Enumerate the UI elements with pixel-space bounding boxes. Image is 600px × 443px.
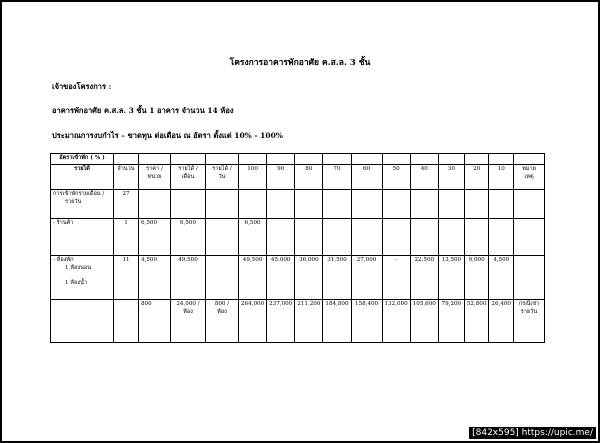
header-empty — [206, 154, 239, 165]
header-empty — [239, 154, 267, 165]
header-income-day — [206, 165, 239, 190]
cell-text: 158,400 — [354, 301, 379, 307]
cell-text: 100 — [247, 166, 258, 172]
cell-text: 1 — [124, 220, 128, 226]
row-month — [171, 300, 206, 343]
header-remark — [514, 165, 545, 190]
cell-text: 52,800 — [466, 301, 487, 307]
cell-text: 105,600 — [412, 301, 436, 307]
header-empty — [489, 154, 514, 165]
cell-text: หมาย — [522, 166, 536, 172]
cell-text: 90 — [277, 166, 285, 172]
row-remark — [514, 219, 545, 256]
cell-text: 9,000 — [468, 257, 485, 263]
cell-text: ห้อง — [183, 308, 193, 315]
building-line: อาคารพักอาศัย ค.ส.ล. 3 ชั้น 1 อาคาร จำนวน 14 ห้อง — [52, 106, 234, 115]
row-price — [139, 219, 171, 256]
row-value — [295, 219, 323, 256]
cell-text: หน่วย — [147, 173, 162, 180]
row-price — [139, 256, 171, 300]
row-label — [51, 300, 114, 343]
cell-text: 132,000 — [384, 301, 408, 307]
row-value — [295, 190, 323, 219]
cell-text: 4,500 — [141, 257, 158, 263]
header-empty — [323, 154, 351, 165]
cell-text: 31,500 — [327, 257, 347, 263]
header-rate — [489, 165, 514, 190]
row-count — [114, 219, 139, 256]
row-value — [295, 256, 323, 300]
cell-text: 237,000 — [269, 301, 293, 307]
row-value — [239, 190, 267, 219]
row-value — [323, 219, 351, 256]
cell-text: 6,500 — [179, 220, 196, 226]
header-income — [51, 165, 114, 190]
row-value — [438, 190, 464, 219]
row-value — [295, 300, 323, 343]
document-title: โครงการอาคารพักอาศัย ค.ส.ล. 3 ชั้น — [229, 58, 371, 68]
row-remark — [514, 300, 545, 343]
cell-text: - ห้องพัก — [53, 257, 74, 263]
row-month — [171, 256, 206, 300]
cell-text: 22,500 — [414, 257, 435, 263]
owner-label: เจ้าของโครงการ : — [52, 82, 112, 91]
row-value — [489, 300, 514, 343]
row-count — [114, 190, 139, 219]
row-value — [382, 256, 410, 300]
cell-text: รายวัน — [65, 198, 82, 205]
header-rate — [267, 165, 295, 190]
row-value — [410, 256, 438, 300]
row-remark — [514, 256, 545, 300]
header-empty — [382, 154, 410, 165]
estimate-line: ประมาณการงบกำไร – ขาดทุน ต่อเดือน ณ อัตรา ตั้งแต่ 10% - 100% — [52, 131, 283, 140]
cell-text: 6,500 — [244, 220, 261, 226]
cell-text: - — [395, 257, 398, 263]
cell-text: 800 / — [214, 301, 230, 307]
row-value — [464, 300, 489, 343]
row-value — [410, 190, 438, 219]
header-rate — [410, 165, 438, 190]
header-empty — [410, 154, 438, 165]
header-empty — [295, 154, 323, 165]
header-empty — [464, 154, 489, 165]
row-label — [51, 190, 114, 219]
row-month — [171, 219, 206, 256]
cell-text: 49,500 — [178, 257, 198, 263]
header-empty — [514, 154, 545, 165]
cell-text: 27,000 — [356, 257, 377, 263]
cell-text: 1 ห้องน้ำ — [65, 279, 88, 286]
row-value — [351, 219, 382, 256]
cell-text: เหตุ — [524, 173, 534, 180]
header-price — [139, 165, 171, 190]
row-price — [139, 300, 171, 343]
cell-text: 211,200 — [297, 301, 321, 307]
row-label — [51, 256, 114, 300]
cell-text: 800 — [141, 301, 152, 307]
row-value — [438, 300, 464, 343]
header-empty — [114, 154, 139, 165]
row-day — [206, 300, 239, 343]
row-value — [323, 300, 351, 343]
cell-text: 36,000 — [299, 257, 319, 263]
cell-text: ห้อง — [217, 308, 227, 315]
row-remark — [514, 190, 545, 219]
header-row-occupancy — [51, 154, 545, 165]
row-value — [382, 219, 410, 256]
row-value — [239, 219, 267, 256]
row-value — [382, 300, 410, 343]
cell-text: 30 — [447, 166, 455, 172]
cell-text: 184,800 — [325, 301, 349, 307]
row-month — [171, 190, 206, 219]
row-value — [351, 256, 382, 300]
row-value — [239, 300, 267, 343]
cell-text: 26,400 — [491, 301, 511, 307]
cell-text: รายวัน — [520, 308, 538, 315]
row-value — [489, 219, 514, 256]
header-rate — [295, 165, 323, 190]
cell-text: 79,200 — [441, 301, 462, 307]
row-value — [464, 219, 489, 256]
table-row — [51, 256, 545, 300]
row-value — [323, 190, 351, 219]
cell-text: อัตราเข้าพัก ( % ) — [59, 155, 105, 161]
cell-text: 264,000 — [241, 301, 265, 307]
row-value — [267, 219, 295, 256]
cell-text: 40 — [420, 166, 428, 172]
cell-text: เดือน — [181, 173, 195, 180]
cell-text: การเข้าพักรายเดือน / — [53, 191, 105, 197]
header-count — [114, 165, 139, 190]
row-value — [351, 190, 382, 219]
cell-text: 24,000 / — [176, 301, 200, 307]
row-value — [382, 190, 410, 219]
row-count — [114, 256, 139, 300]
table-row — [51, 190, 545, 219]
header-rate — [438, 165, 464, 190]
row-value — [489, 256, 514, 300]
row-value — [267, 256, 295, 300]
cell-text: 50 — [392, 166, 400, 172]
cell-text: 45,000 — [270, 257, 291, 263]
header-rate — [382, 165, 410, 190]
row-day — [206, 190, 239, 219]
watermark: [842x595] https://upic.me/ — [469, 427, 596, 439]
row-count — [114, 300, 139, 343]
row-label — [51, 219, 114, 256]
cell-text: 6,500 — [141, 220, 158, 226]
row-day — [206, 256, 239, 300]
table-row — [51, 300, 545, 343]
cell-text: กรณีเช่า — [518, 301, 540, 307]
row-value — [267, 190, 295, 219]
row-value — [410, 219, 438, 256]
cell-text: รายได้ — [74, 166, 90, 172]
header-rate — [239, 165, 267, 190]
row-value — [438, 219, 464, 256]
row-value — [351, 300, 382, 343]
cell-text: 70 — [333, 166, 341, 172]
header-row — [51, 165, 545, 190]
cell-text: 13,500 — [441, 257, 462, 263]
cell-text: 4,500 — [493, 257, 510, 263]
row-price — [139, 190, 171, 219]
estimate-table — [50, 153, 545, 343]
row-value — [464, 256, 489, 300]
cell-text: ราคา / — [146, 166, 163, 172]
header-occupancy — [51, 154, 114, 165]
cell-text: 10 — [497, 166, 505, 172]
estimate-table-body — [51, 154, 545, 343]
table-row — [51, 219, 545, 256]
row-value — [410, 300, 438, 343]
header-empty — [267, 154, 295, 165]
cell-text: วัน — [218, 173, 226, 180]
row-value — [464, 190, 489, 219]
cell-text: รายได้ / — [178, 166, 198, 172]
row-day — [206, 219, 239, 256]
header-empty — [171, 154, 206, 165]
header-empty — [139, 154, 171, 165]
cell-text: รายได้ / — [212, 166, 232, 172]
header-rate — [464, 165, 489, 190]
cell-text: 1 ห้องนอน — [65, 264, 92, 271]
row-value — [489, 190, 514, 219]
cell-text: - ร้านค้า — [53, 220, 74, 226]
row-value — [438, 256, 464, 300]
cell-text: 27 — [122, 191, 130, 197]
row-value — [267, 300, 295, 343]
cell-text: 49,500 — [242, 257, 263, 263]
cell-text: จำนวน — [117, 166, 135, 172]
header-rate — [351, 165, 382, 190]
header-empty — [438, 154, 464, 165]
cell-text: 20 — [473, 166, 481, 172]
row-value — [239, 256, 267, 300]
cell-text: 11 — [122, 257, 130, 263]
header-income-month — [171, 165, 206, 190]
header-empty — [351, 154, 382, 165]
cell-text: 60 — [363, 166, 371, 172]
header-rate — [323, 165, 351, 190]
cell-text: 80 — [305, 166, 313, 172]
row-value — [323, 256, 351, 300]
